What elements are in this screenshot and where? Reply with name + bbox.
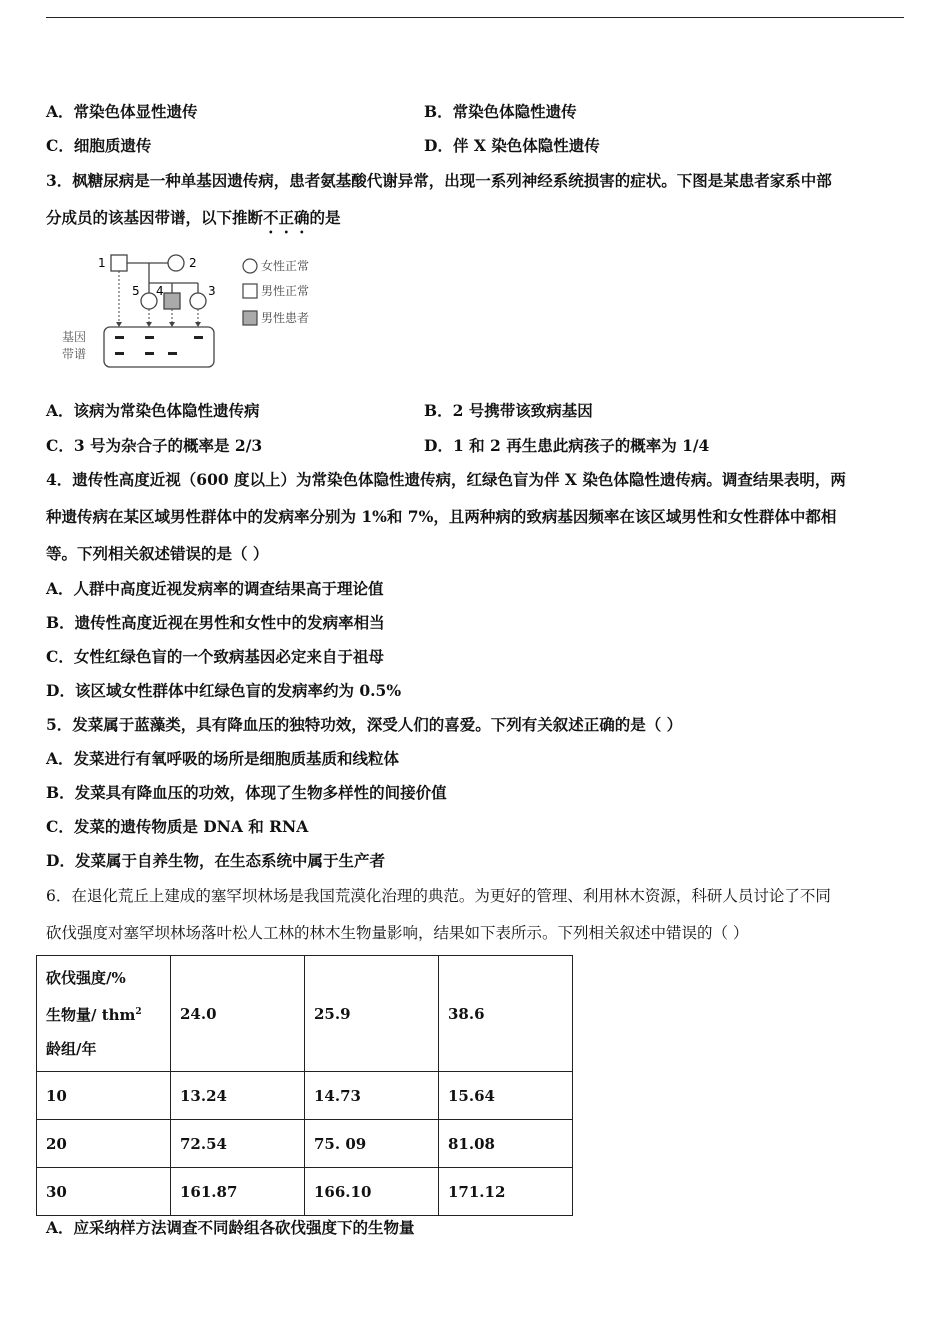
- legend-male-affected-icon: [243, 311, 257, 325]
- q3-option-c: 3 号为杂合子的概率是 2/3: [73, 436, 263, 455]
- table-header-col: 24.0: [171, 956, 305, 1072]
- biomass-table: [36, 955, 573, 1216]
- band-box: [104, 327, 214, 367]
- q5-stem: 5．发菜属于蓝藻类，具有降血压的独特功效，深受人们的喜爱。下列有关叙述正确的是（ ）: [46, 715, 683, 734]
- table-header-col: 25.9: [305, 956, 439, 1072]
- q4-option-a: A．人群中高度近视发病率的调查结果高于理论值: [46, 579, 384, 598]
- q2-option-b: 常染色体隐性遗传: [452, 102, 577, 121]
- q5-option-b: B．发菜具有降血压的功效，体现了生物多样性的间接价值: [46, 783, 447, 802]
- q3-option-b: 2 号携带该致病基因: [452, 401, 593, 420]
- table-row: 30 161.87 166.10 171.12: [37, 1168, 573, 1216]
- q3-stem-post: 的是: [309, 208, 341, 227]
- q4-option-c: C．女性红绿色盲的一个致病基因必定来自于祖母: [46, 647, 384, 666]
- band-label-2: 带谱: [62, 347, 87, 361]
- q6-stem-line1: 6．在退化荒丘上建成的塞罕坝林场是我国荒漠化治理的典范。为更好的管理、利用林木资源，科研人员讨论了不同: [46, 887, 831, 905]
- q3-option-d-label: D．: [424, 436, 453, 455]
- q2-option-d-label: D．: [424, 136, 453, 155]
- q2-option-d: 伴 X 染色体隐性遗传: [452, 136, 600, 155]
- q3-option-row-ab: [46, 401, 593, 421]
- table-header-col: 38.6: [439, 956, 573, 1072]
- q3-option-row-cd: [46, 436, 710, 456]
- member-2-female-normal: [168, 255, 184, 271]
- q6-option-a: A．应采纳样方法调查不同龄组各砍伐强度下的生物量: [46, 1218, 415, 1237]
- q5-option-a: A．发菜进行有氧呼吸的场所是细胞质基质和线粒体: [46, 749, 400, 768]
- legend-female-normal-icon: [243, 259, 257, 273]
- legend-female-normal: 女性正常: [261, 259, 310, 273]
- q3-stem-pre: 分成员的该基因带谱，以下推断: [46, 208, 264, 227]
- q6-stem-line2: 砍伐强度对塞罕坝林场落叶松人工林的林木生物量影响，结果如下表所示。下列相关叙述中错误的（ ）: [46, 924, 749, 942]
- q3-option-a-label: A．: [46, 401, 74, 420]
- q3-option-a: 该病为常染色体隐性遗传病: [73, 401, 260, 420]
- header-rule: [46, 17, 904, 18]
- q3-stem-line2: [46, 208, 341, 237]
- q2-option-a-label: A．: [46, 102, 74, 121]
- table-row: 10 13.24 14.73 15.64: [37, 1072, 573, 1120]
- member-5-female-normal: [141, 293, 157, 309]
- q4-stem-line1: 4．遗传性高度近视（600 度以上）为常染色体隐性遗传病，红绿色盲为伴 X 染色体隐性遗传病。调查结果表明，两: [46, 470, 846, 489]
- q2-option-a: 常染色体显性遗传: [73, 102, 198, 121]
- q3-option-d: 1 和 2 再生患此病孩子的概率为 1/4: [452, 436, 710, 455]
- q4-option-b: B．遗传性高度近视在男性和女性中的发病率相当: [46, 613, 385, 632]
- q3-stem-emphasis: 不正确: [263, 208, 310, 227]
- q3-stem-line1: 3．枫糖尿病是一种单基因遗传病，患者氨基酸代谢异常，出现一系列神经系统损害的症状。下图是某患者家系中部: [46, 171, 832, 190]
- pedigree-figure: [58, 250, 338, 375]
- member-3-female-normal: [190, 293, 206, 309]
- q2-option-row-cd: [46, 136, 600, 156]
- q2-option-c: 细胞质遗传: [73, 136, 152, 155]
- q3-option-b-label: B．: [424, 401, 453, 420]
- q5-option-d: D．发菜属于自养生物，在生态系统中属于生产者: [46, 851, 385, 870]
- member-3-number: 3: [208, 284, 216, 298]
- q4-stem-line3: 等。下列相关叙述错误的是（ ）: [46, 544, 269, 563]
- band-label-1: 基因: [62, 330, 87, 344]
- table-header-row: [37, 956, 573, 1072]
- member-2-number: 2: [189, 256, 197, 270]
- q2-option-b-label: B．: [424, 102, 453, 121]
- member-1-male-normal: [111, 255, 127, 271]
- q5-option-c: C．发菜的遗传物质是 DNA 和 RNA: [46, 817, 309, 836]
- q4-option-d: D．该区域女性群体中红绿色盲的发病率约为 0.5%: [46, 681, 402, 700]
- member-4-number: 4: [156, 284, 164, 298]
- q2-option-row-ab: [46, 102, 577, 122]
- table-header-corner: 砍伐强度/% 生物量/ thm$^2$ 龄组/年: [37, 956, 171, 1072]
- member-1-number: 1: [98, 256, 106, 270]
- q3-option-c-label: C．: [46, 436, 74, 455]
- member-4-male-affected: [164, 293, 180, 309]
- legend-male-normal-icon: [243, 284, 257, 298]
- legend-male-normal: 男性正常: [261, 284, 310, 298]
- legend-male-affected: 男性患者: [261, 311, 310, 325]
- table-row: 20 72.54 75. 09 81.08: [37, 1120, 573, 1168]
- q2-option-c-label: C．: [46, 136, 74, 155]
- member-5-number: 5: [132, 284, 140, 298]
- q4-stem-line2: 种遗传病在某区域男性群体中的发病率分别为 1%和 7%，且两种病的致病基因频率在该区域男性和女性群体中都相: [46, 507, 837, 526]
